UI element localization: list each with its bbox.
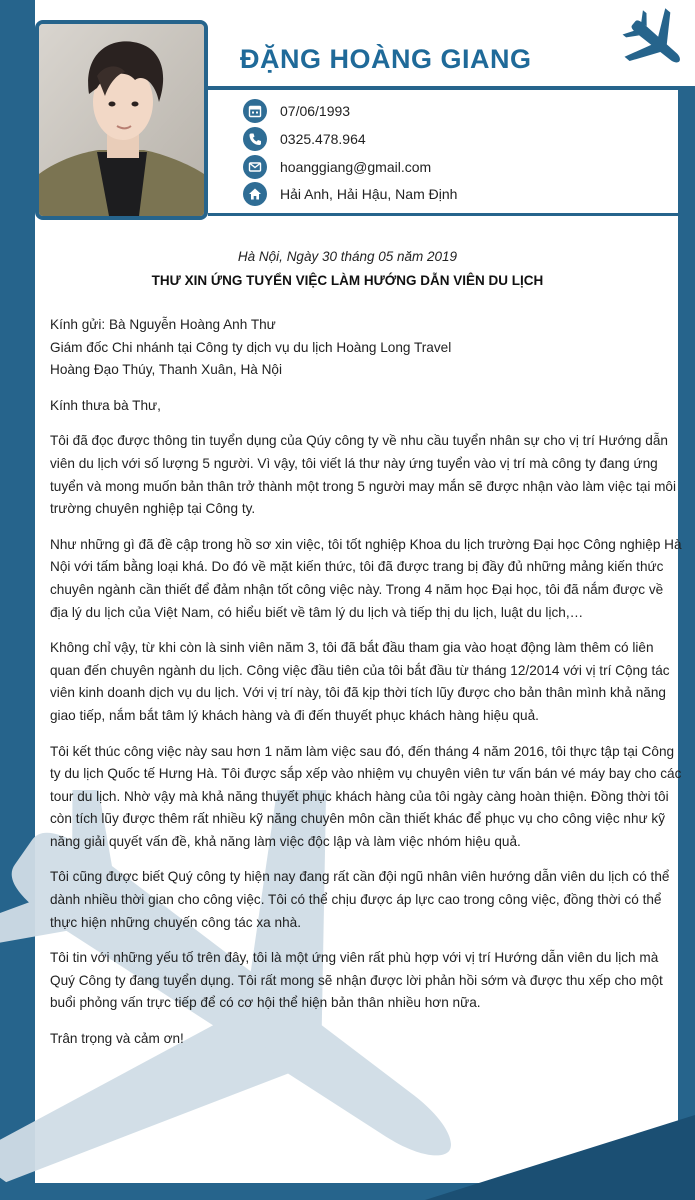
email-text: hoanggiang@gmail.com bbox=[280, 158, 432, 175]
info-divider bbox=[208, 213, 680, 216]
calendar-icon bbox=[243, 99, 267, 123]
recipient-line: Giám đốc Chi nhánh tại Công ty dịch vụ du lịch Hoàng Long Travel bbox=[50, 339, 452, 355]
recipient-block bbox=[50, 314, 683, 382]
candidate-name: ĐẶNG HOÀNG GIANG bbox=[240, 44, 532, 74]
phone-text: 0325.478.964 bbox=[280, 130, 366, 147]
closing: Trân trọng và cảm ơn! bbox=[50, 1031, 184, 1047]
airplane-icon bbox=[622, 8, 688, 74]
paragraph: Tôi đã đọc được thông tin tuyển dụng của Qúy công ty về nhu cầu tuyển nhân sự cho vị trí Hướng dẫn viên du lịch với số lượng 5 người. Vì vậy, tôi viết lá thư này ứng tuyển vào vị trí mà công ty đang ứng tuyển và mong muốn bản thân trở thành một trong 5 người may mắn sẽ được nhận vào làm việc tại môi trường chuyên nghiệp tại Công ty. bbox=[50, 433, 677, 517]
paragraph: Tôi tin với những yếu tố trên đây, tôi là một ứng viên rất phù hợp với vị trí Hướng dẫn viên du lịch mà Quý Công ty đang tuyển dụng. Tôi rất mong sẽ nhận được lời phản hồi sớm và được thu xếp cho một buổi phỏng vấn trực tiếp để có cơ hội thể hiện bản thân nhiều hơn nữa. bbox=[50, 950, 663, 1011]
birthday-text: 07/06/1993 bbox=[280, 102, 351, 119]
letter-body bbox=[50, 314, 683, 1051]
paragraph: Tôi cũng được biết Quý công ty hiện nay đang rất cần đội ngũ nhân viên hướng dẫn viên du lịch có thể dành nhiều thời gian cho công việc. Tôi có thể chịu được áp lực cao trong công việc, đồng thời có thể thực hiện những chuyến công tác xa nhà. bbox=[50, 869, 670, 930]
salutation: Kính thưa bà Thư, bbox=[50, 397, 161, 413]
contact-phone bbox=[243, 126, 366, 151]
phone-icon bbox=[243, 127, 267, 151]
contact-email bbox=[243, 154, 431, 179]
letter-title: THƯ XIN ỨNG TUYỂN VIỆC LÀM HƯỚNG DẪN VIÊN DU LỊCH bbox=[151, 273, 544, 288]
home-icon bbox=[243, 182, 267, 206]
recipient-line: Kính gửi: Bà Nguyễn Hoàng Anh Thư bbox=[50, 317, 276, 332]
letter-dateline: Hà Nội, Ngày 30 tháng 05 năm 2019 bbox=[237, 249, 458, 264]
contact-address bbox=[243, 181, 457, 206]
envelope-icon bbox=[243, 155, 267, 179]
profile-photo bbox=[35, 20, 208, 220]
name-divider bbox=[208, 86, 695, 90]
paragraph: Như những gì đã đề cập trong hồ sơ xin việc, tôi tốt nghiệp Khoa du lịch trường Đại học Công nghiệp Hà Nội với tấm bằng loại khá. Do đó về mặt kiến thức, tôi đã được trang bị đầy đủ những mảng kiến thức chuyên ngành cần thiết để đảm nhận tốt công việc này. Trong 4 năm học Đại học, tôi đã nắm được về địa lý du lịch của Việt Nam, có hiểu biết về tâm lý du lịch và tiếp thị du lịch, luật du lịch,… bbox=[50, 536, 682, 620]
paragraph: Tôi kết thúc công việc này sau hơn 1 năm làm việc sau đó, đến tháng 4 năm 2016, tôi thực tập tại Công ty du lịch Quốc tế Hưng Hà. Tôi được sắp xếp vào nhiệm vụ chuyên viên tư vấn bán vé máy bay cho các tour du lịch. Nhờ vậy mà khả năng thuyết phục khách hàng của tôi ngày càng hoàn thiện. Đồng thời tôi còn tích lũy được thêm rất nhiều kỹ năng chuyên môn cần thiết khác để phục vụ cho công việc như kỹ năng giải quyết vấn đề, khả năng làm việc độc lập và làm việc nhóm hiệu quả. bbox=[50, 743, 682, 849]
contact-birthday bbox=[243, 98, 350, 123]
recipient-line: Hoàng Đạo Thúy, Thanh Xuân, Hà Nội bbox=[50, 362, 282, 378]
paragraph: Không chỉ vậy, từ khi còn là sinh viên năm 3, tôi đã bắt đầu tham gia vào hoạt động làm thêm có liên quan đến chuyên ngành du lịch. Công việc đầu tiên của tôi bắt đầu từ tháng 12/2014 với vị trí Cộng tác viên kinh doanh dịch vụ du lịch. Với vị trí này, tôi đã kịp thời tích lũy được cho bản thân mình khả năng giao tiếp, nắm bắt tâm lý khách hàng và đi đến thuyết phục khách hàng hiệu quả. bbox=[50, 640, 670, 723]
address-text: Hải Anh, Hải Hậu, Nam Định bbox=[280, 185, 458, 202]
